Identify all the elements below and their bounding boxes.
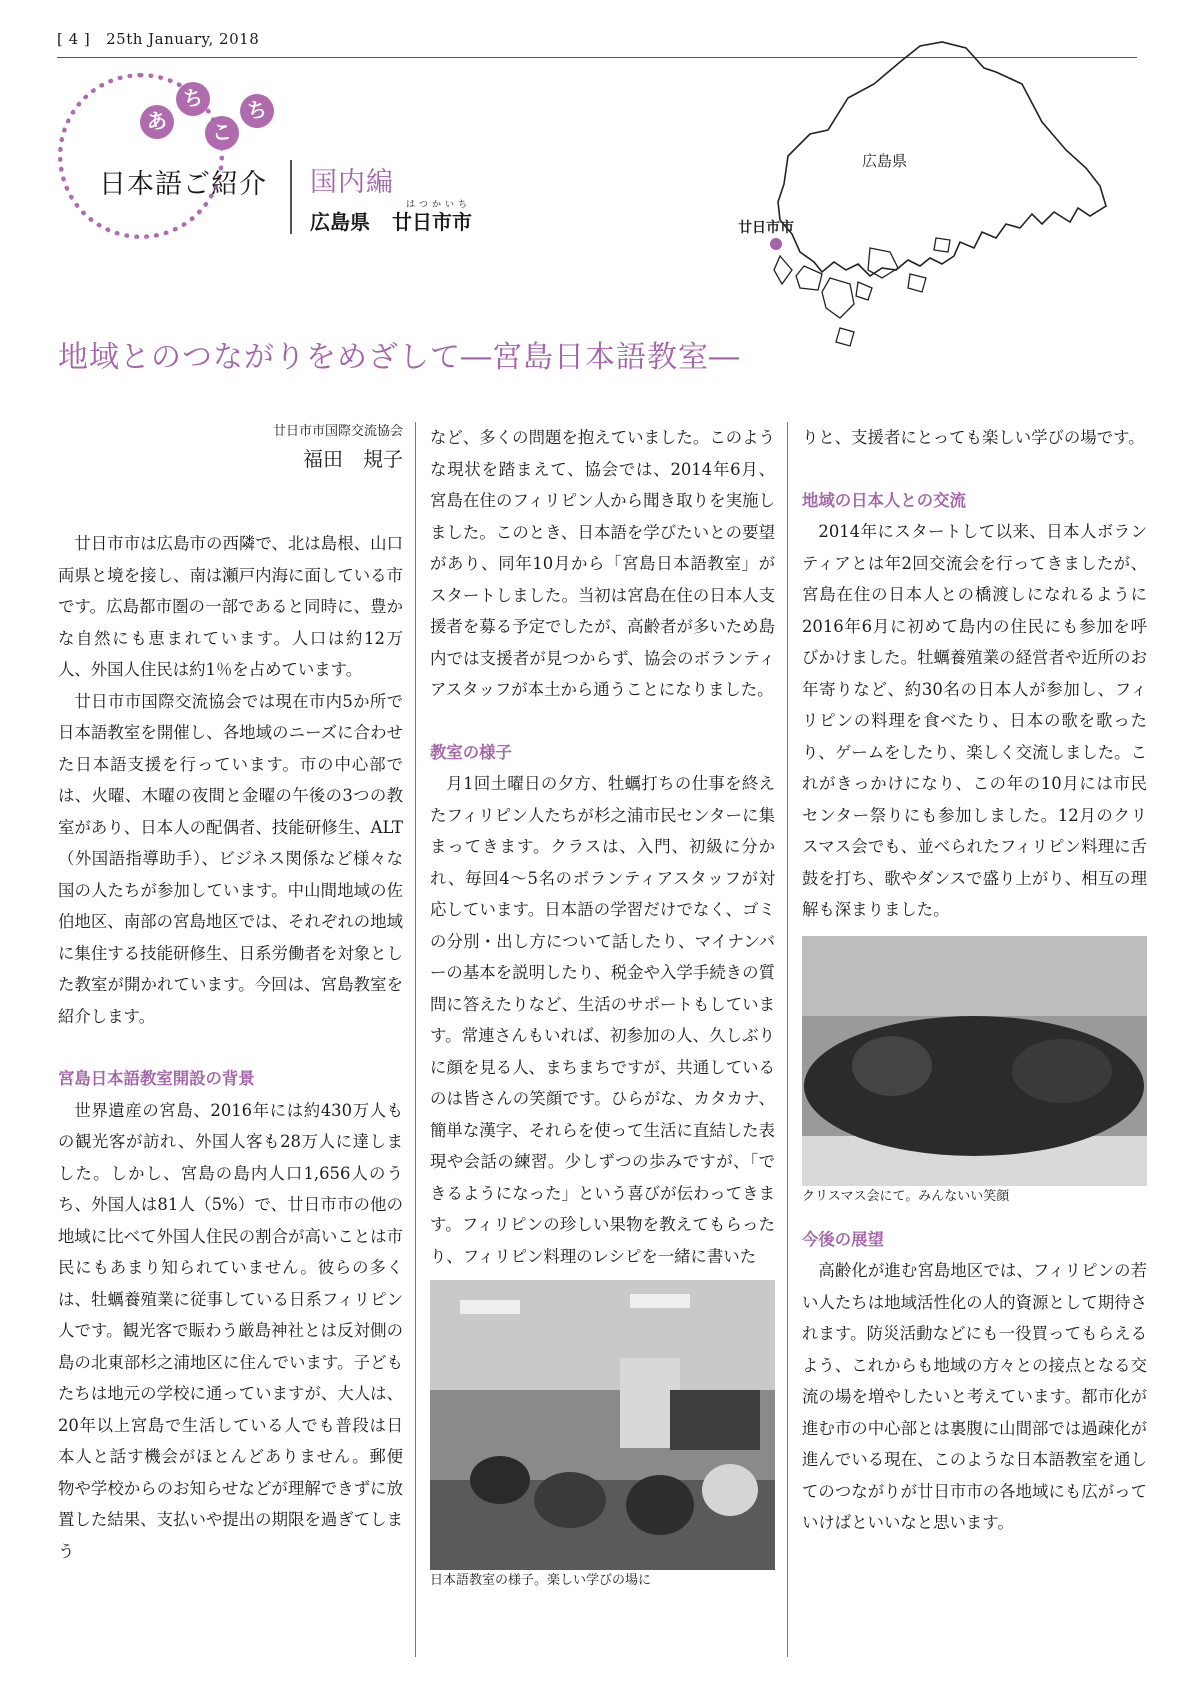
christmas-party-photo-image bbox=[802, 936, 1147, 1186]
section-heading: 今後の展望 bbox=[802, 1229, 884, 1249]
paragraph: など、多くの問題を抱えていました。このような現状を踏まえて、協会では、2014年6月、宮島在住のフィリピン人から聞き取りを実施しました。このとき、日本語を学びたいとの要望があり、同年10月から「宮島日本語教室」がスタートしました。当初は宮島在住の日本人支援者を募る予定でしたが、高齢者が多いため島内では支援者が見つからず、協会のボランティアスタッフが本土から通うことになりました。 bbox=[430, 428, 775, 699]
map-island bbox=[934, 238, 950, 252]
corner-title: 日本語ご紹介 bbox=[99, 169, 267, 200]
edition-label: 国内編 bbox=[310, 167, 394, 198]
hiroshima-map bbox=[738, 38, 1110, 358]
paragraph: 廿日市市国際交流協会では現在市内5か所で日本語教室を開催し、各地域のニーズに合わせた日本語支援を行っています。市の中心部では、火曜、木曜の夜間と金曜の午後の3つの教室があり、日本人の配偶者、技能研修生、ALT（外国語指導助手）、ビジネス関係など様々な国の人たちが参加しています。中山間地域の佐伯地区、南部の宮島地区では、それぞれの地域に集住する技能研修生、日系労働者を対象とした教室が開かれています。今回は、宮島教室を紹介します。 bbox=[58, 691, 403, 1026]
city-marker bbox=[770, 238, 782, 250]
corner-separator bbox=[290, 160, 292, 234]
article-headline: 地域とのつながりをめざして―宮島日本語教室― bbox=[58, 340, 740, 375]
prefecture-name: 広島県 bbox=[310, 210, 370, 234]
map-outline bbox=[778, 42, 1106, 276]
classroom-photo-image bbox=[430, 1280, 775, 1570]
photo-caption: 日本語教室の様子。楽しい学びの場に bbox=[430, 1573, 652, 1588]
map-island bbox=[908, 274, 926, 292]
page-number: [ 4 ] bbox=[57, 30, 91, 48]
page-header bbox=[57, 30, 259, 48]
map-island bbox=[774, 256, 792, 284]
paragraph: 高齢化が進む宮島地区では、フィリピンの若い人たちは地域活性化の人的資源として期待されます。防災活動などにも一役買ってもらえるよう、これからも地域の方々との接点となる交流の場を増やしたいと考えています。都市化が進む市の中心部とは裏腹に山間部では過疎化が進んでいる現在、このような日本語教室を通してのつながりが廿日市市の各地域にも広がっていけばといいなと思います。 bbox=[802, 1261, 1147, 1532]
author-name: 福田 規子 bbox=[303, 447, 403, 471]
paragraph: 世界遺産の宮島、2016年には約430万人もの観光客が訪れ、外国人客も28万人に達しました。しかし、宮島の島内人口1,656人のうち、外国人は81人（5%）で、廿日市市の他の地域に比べて外国人住民の割合が高いことは市民にもあまり知られていません。彼らの多くは、牡蠣養殖業に従事している日系フィリピン人です。観光客で賑わう厳島神社とは反対側の島の北東部杉之浦地区に住んでいます。子どもたちは地元の学校に通っていますが、大人は、20年以上宮島で生活している人でも普段は日本人と話す機会がほとんどありません。郵便物や学校からのお知らせなどが理解できずに放置した結果、支払いや提出の期限を過ぎてしまう bbox=[58, 1100, 403, 1561]
christmas-party-photo bbox=[802, 936, 1147, 1186]
city-name: 廿日市市 bbox=[392, 210, 472, 234]
column-3 bbox=[802, 422, 1147, 1539]
column-rule-2 bbox=[787, 422, 788, 1657]
city-ruby: はつかいち bbox=[406, 200, 472, 210]
paragraph: りと、支援者にとっても楽しい学びの場です。 bbox=[802, 428, 1145, 447]
map-island bbox=[856, 282, 872, 300]
photo-caption: クリスマス会にて。みんないい笑顔 bbox=[802, 1188, 1010, 1204]
section-heading: 宮島日本語教室開設の背景 bbox=[58, 1069, 255, 1088]
paragraph: 廿日市市は広島市の西隣で、北は島根、山口両県と境を接し、南は瀬戸内海に面している市です。広島都市圏の一部であると同時に、豊かな自然にも恵まれています。人口は約12万人、外国人住民は約1％を占めています。 bbox=[58, 534, 403, 679]
author-organization: 廿日市市国際交流協会 bbox=[272, 424, 403, 439]
map-island bbox=[836, 328, 854, 346]
hiragana-chi-1: ち bbox=[176, 82, 210, 116]
column-rule-1 bbox=[415, 422, 416, 1657]
paragraph: 月1回土曜日の夕方、牡蠣打ちの仕事を終えたフィリピン人たちが杉之浦市民センターに集まってきます。クラスは、入門、初級に分かれ、毎回4～5名のボランティアスタッフが対応しています。日本語の学習だけでなく、ゴミの分別・出し方について話したり、マイナンバーの基本を説明したり、税金や入学手続きの質問に答えたりなど、生活のサポートもしています。常連さんもいれば、初参加の人、久しぶりに顔を見る人、まちまちですが、共通しているのは皆さんの笑顔です。ひらがな、カタカナ、簡単な漢字、それらを使って生活に直結した表現や会話の練習。少しずつの歩みですが、「できるようになった」という喜びが伝わってきます。フィリピンの珍しい果物を教えてもらったり、フィリピン料理のレシピを一緒に書いた bbox=[430, 774, 775, 1266]
issue-date: 25th January, 2018 bbox=[106, 30, 260, 48]
section-heading: 教室の様子 bbox=[430, 742, 512, 762]
section-heading: 地域の日本人との交流 bbox=[802, 490, 966, 510]
hiragana-a: あ bbox=[140, 105, 174, 139]
hiragana-chi-2: ち bbox=[240, 94, 274, 128]
paragraph: 2014年にスタートして以来、日本人ボランティアとは年2回交流会を行ってきましたが、宮島在住の日本人との橋渡しになれるように2016年6月に初めて島内の住民にも参加を呼びかけました。牡蠣養殖業の経営者や近所のお年寄りなど、約30名の日本人が参加し、フィリピンの料理を食べたり、日本の歌を歌ったり、ゲームをしたり、楽しく交流しました。これがきっかけになり、この年の10月には市民センター祭りにも参加しました。12月のクリスマス会でも、並べられたフィリピン料理に舌鼓を打ち、歌やダンスで盛り上がり、相互の理解も深まりました。 bbox=[802, 522, 1147, 919]
map-prefecture-label: 広島県 bbox=[862, 152, 908, 170]
map-island bbox=[796, 266, 822, 290]
column-2 bbox=[430, 422, 775, 1592]
map-city-label: 廿日市市 bbox=[738, 220, 794, 236]
hiragana-ko: こ bbox=[205, 116, 239, 150]
place-label bbox=[310, 206, 472, 235]
map-island bbox=[822, 278, 854, 318]
classroom-photo bbox=[430, 1280, 775, 1570]
column-1 bbox=[58, 422, 403, 1567]
